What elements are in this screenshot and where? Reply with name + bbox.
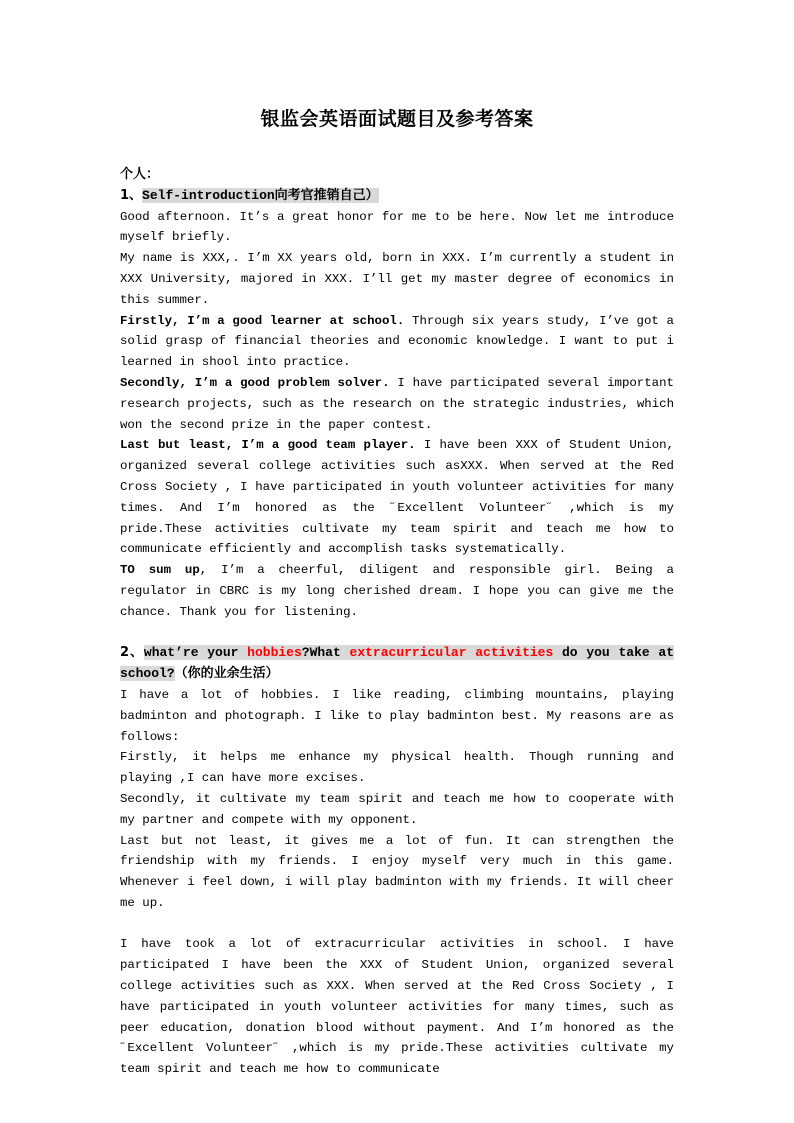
q1-paragraph-3: [120, 311, 674, 373]
q1-paragraph-1: Good afternoon. It’s a great honor for me to be here. Now let me introduce myself briefly.: [120, 209, 674, 245]
q2-paragraph-1: I have a lot of hobbies. I like reading, climbing mountains, playing badminton and photograph. I like to play badminton best. My reasons are as follows:: [120, 687, 674, 744]
spacer: [120, 914, 674, 935]
q1-paragraph-4-text: I have participated several important research projects, such as the research on the strategic industries, which won the second prize in the paper contest.: [120, 375, 674, 432]
question-1-label-en: Self-introduction: [142, 187, 275, 203]
q1-paragraph-6: [120, 560, 674, 622]
question-1-number: 1、: [120, 187, 143, 203]
section-label: 个人：: [120, 167, 160, 182]
question-2-cn: （你的业余生活）: [174, 666, 279, 682]
q2-paragraph-5: I have took a lot of extracurricular activities in school. I have participated I have been the XXX of Student Union, organized several college activities such as XXX. When served at the Red Cross Society , I have participated in youth volunteer activities for many times, such as peer education, donation blood without payment. And I’m honored as the ˝Excellent Volunteer˝ ,which is my pride.These activities cultivate my team spirit and teach me how to communicate: [120, 937, 674, 1077]
question-2-part-2: ?What: [301, 645, 350, 661]
q1-paragraph-5-text: I have been XXX of Student Union, organized several college activities such asXXX. When served at the Red Cross Society , I have participated in youth volunteer activities for many times. And I’m honored as the ˝Excellent Volunteer˝ ,which is my pride.These activities cultivate my team spirit and teach me how to communicate efficiently and accomplish tasks systematically.: [120, 438, 674, 557]
question-1-heading: [120, 186, 674, 207]
question-1-label-cn: 向考官推销自己）: [274, 187, 379, 203]
q1-paragraph-4: [120, 373, 674, 435]
question-2-extracurricular: extracurricular activities: [349, 645, 554, 661]
q1-paragraph-3-text: Through six years study, I’ve got a solid grasp of financial theories and economic knowledge. I want to put i learned in shool into practice.: [120, 313, 674, 370]
question-2-heading: [120, 643, 674, 685]
spacer: [120, 623, 674, 644]
q2-paragraph-2: Firstly, it helps me enhance my physical health. Though running and playing ,I can have more excises.: [120, 750, 674, 786]
question-2-hobbies: hobbies: [247, 645, 302, 661]
q1-paragraph-6-lead: TO sum up: [120, 563, 200, 578]
document-body: [120, 104, 674, 1080]
q1-paragraph-6-text: , I’m a cheerful, diligent and responsible girl. Being a regulator in CBRC is my long cherished dream. I hope you can give me the chance. Thank you for listening.: [120, 563, 674, 619]
document-title: 银监会英语面试题目及参考答案: [260, 108, 534, 130]
q1-paragraph-2: My name is XXX,. I’m XX years old, born in XXX. I’m currently a student in XXX University, majored in XXX. I’ll get my master degree of economics in this summer.: [120, 251, 674, 307]
q1-paragraph-4-lead: Secondly, I’m a good problem solver.: [120, 375, 390, 390]
q2-paragraph-3: Secondly, it cultivate my team spirit and teach me how to cooperate with my partner and compete with my opponent.: [120, 791, 674, 827]
q1-paragraph-5: [120, 435, 674, 560]
q1-paragraph-3-lead: Firstly, I’m a good learner at school.: [120, 313, 405, 328]
question-2-number: 2、: [120, 645, 144, 661]
question-1-highlight: [142, 188, 379, 203]
q2-paragraph-4: Last but not least, it gives me a lot of fun. It can strengthen the friendship with my friends. I enjoy myself very much in this game. Whenever i feel down, i will play badminton with my friends. It will cheer me up.: [120, 833, 674, 910]
q1-paragraph-5-lead: Last but least, I’m a good team player.: [120, 438, 416, 453]
question-2-part-1: what’re your: [143, 645, 248, 661]
question-2-part-3: do you take at school?: [120, 645, 674, 682]
